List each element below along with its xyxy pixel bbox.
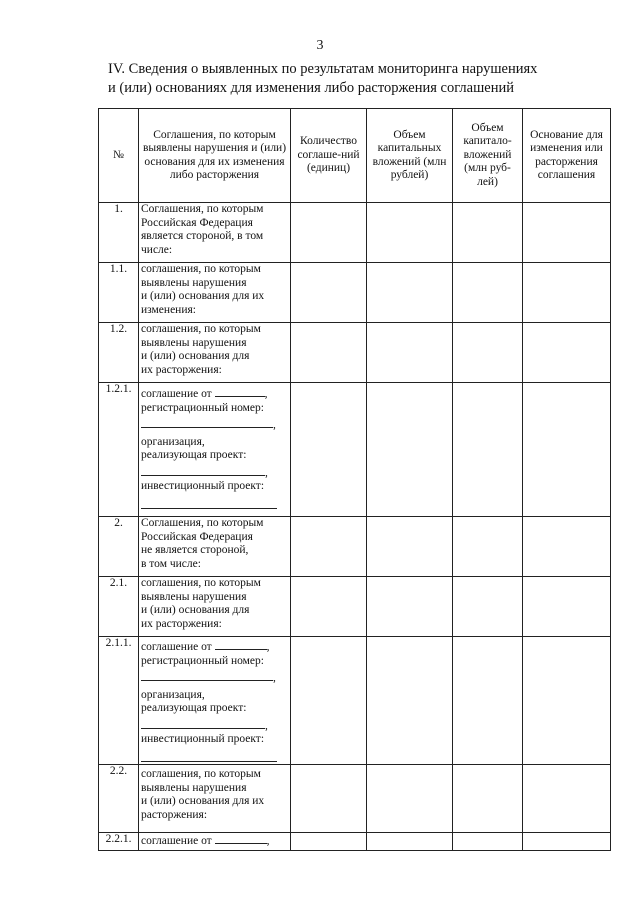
cell-capital[interactable] (367, 765, 453, 833)
cell-basis[interactable] (523, 517, 611, 577)
header-number: № (99, 109, 139, 203)
invest-project-field[interactable] (141, 498, 277, 509)
cell-basis[interactable] (523, 577, 611, 637)
table-row (99, 383, 611, 517)
row-text-line: соглашения, по которым (141, 263, 261, 275)
cell-capital-alt[interactable] (453, 765, 523, 833)
cell-count[interactable] (291, 765, 367, 833)
cell-capital-alt[interactable] (453, 383, 523, 517)
row-text-line: выявлены нарушения (141, 336, 247, 349)
row-number: 2.2. (99, 765, 139, 833)
table-header-row (99, 109, 611, 203)
row-text-line: расторжения: (141, 808, 208, 821)
reg-number-field[interactable] (141, 670, 273, 681)
cell-capital[interactable] (367, 263, 453, 323)
cell-basis[interactable] (523, 203, 611, 263)
cell-capital-alt[interactable] (453, 203, 523, 263)
row-number: 2.2.1. (99, 833, 139, 851)
cell-basis[interactable] (523, 263, 611, 323)
org-label: организация, (141, 688, 205, 701)
agreement-date-field[interactable] (215, 833, 267, 844)
cell-basis[interactable] (523, 323, 611, 383)
cell-count[interactable] (291, 577, 367, 637)
reg-number-label: регистрационный номер: (141, 401, 264, 414)
row-text-line: их расторжения: (141, 617, 222, 630)
reg-number-field[interactable] (141, 417, 273, 428)
row-text-line: числе: (141, 243, 173, 256)
table-row (99, 833, 611, 851)
table-row (99, 765, 611, 833)
row-number: 1. (99, 203, 139, 263)
row-text-line: их расторжения: (141, 363, 222, 376)
org-field[interactable] (141, 465, 265, 476)
row-text-line: и (или) основания для (141, 350, 250, 362)
cell-capital-alt[interactable] (453, 323, 523, 383)
org-label-2: реализующая проект: (141, 702, 247, 714)
invest-project-label: инвестиционный проект: (141, 480, 265, 492)
cell-basis[interactable] (523, 383, 611, 517)
row-description (139, 323, 291, 383)
row-text-line: Российская Федерация (141, 216, 253, 229)
row-text-line: не является стороной, (141, 544, 249, 556)
cell-capital-alt[interactable] (453, 517, 523, 577)
row-text-line: и (или) основания для их (141, 795, 265, 807)
row-number: 1.2. (99, 323, 139, 383)
header-capital-investments-alt: Объем капитало-вложений (млн руб-лей) (453, 109, 523, 203)
table-row (99, 637, 611, 765)
cell-capital[interactable] (367, 637, 453, 765)
org-label: организация, (141, 435, 205, 448)
cell-capital[interactable] (367, 323, 453, 383)
row-number: 1.2.1. (99, 383, 139, 517)
invest-project-label: инвестиционный проект: (141, 733, 265, 745)
cell-basis[interactable] (523, 765, 611, 833)
row-number: 2.1.1. (99, 637, 139, 765)
row-text-line: соглашения, по которым (141, 323, 261, 335)
header-agreements: Соглашения, по которым выявлены нарушения и (или) основания для их изменения либо расторжения (139, 109, 291, 203)
cell-capital-alt[interactable] (453, 637, 523, 765)
cell-count[interactable] (291, 203, 367, 263)
section-title-line-2: и (или) основаниях для изменения либо расторжения соглашений (108, 80, 514, 96)
cell-capital[interactable] (367, 203, 453, 263)
row-text-line: и (или) основания для (141, 604, 250, 616)
header-capital-investments: Объем капитальных вложений (млн рублей) (367, 109, 453, 203)
cell-capital-alt[interactable] (453, 263, 523, 323)
header-basis: Основание для изменения или расторжения соглашения (523, 109, 611, 203)
header-count: Количество соглаше-ний (единиц) (291, 109, 367, 203)
row-text-line: Соглашения, по которым (141, 517, 264, 529)
cell-basis[interactable] (523, 637, 611, 765)
cell-count[interactable] (291, 323, 367, 383)
cell-count[interactable] (291, 263, 367, 323)
agreement-from-label: соглашение от (141, 641, 212, 653)
cell-capital[interactable] (367, 833, 453, 851)
table-row (99, 577, 611, 637)
cell-capital[interactable] (367, 383, 453, 517)
cell-count[interactable] (291, 833, 367, 851)
row-description (139, 263, 291, 323)
row-description (139, 765, 291, 833)
org-label-2: реализующая проект: (141, 449, 247, 461)
cell-capital[interactable] (367, 577, 453, 637)
row-text-line: Российская Федерация (141, 530, 253, 543)
section-title (108, 60, 588, 98)
reg-number-label: регистрационный номер: (141, 654, 264, 667)
table-row (99, 323, 611, 383)
section-title-line-1: IV. Сведения о выявленных по результатам мониторинга нарушениях (108, 61, 538, 77)
cell-capital-alt[interactable] (453, 577, 523, 637)
cell-capital-alt[interactable] (453, 833, 523, 851)
row-text-line: Соглашения, по которым (141, 203, 264, 215)
row-text-line: и (или) основания для их (141, 290, 265, 302)
row-text-line: выявлены нарушения (141, 590, 247, 603)
agreement-date-field[interactable] (215, 386, 265, 397)
violations-table (98, 108, 611, 851)
row-text-line: является стороной, в том (141, 230, 264, 242)
cell-capital[interactable] (367, 517, 453, 577)
row-text-line: соглашения, по которым (141, 577, 261, 589)
org-field[interactable] (141, 718, 265, 729)
row-number: 2.1. (99, 577, 139, 637)
agreement-date-field[interactable] (215, 639, 267, 650)
row-number: 1.1. (99, 263, 139, 323)
row-text-line: в том числе: (141, 557, 201, 570)
agreement-from-label: соглашение от (141, 388, 212, 400)
cell-count[interactable] (291, 383, 367, 517)
row-description (139, 203, 291, 263)
row-text-line: соглашения, по которым (141, 768, 261, 780)
page-number: 3 (316, 38, 324, 53)
agreement-from-label: соглашение от (141, 835, 212, 847)
cell-basis[interactable] (523, 833, 611, 851)
agreement-form: соглашение от , (139, 833, 291, 851)
row-text-line: выявлены нарушения (141, 781, 247, 794)
cell-count[interactable] (291, 517, 367, 577)
row-description (139, 577, 291, 637)
table-row (99, 203, 611, 263)
invest-project-field[interactable] (141, 751, 277, 762)
agreement-form: соглашение от , регистрационный номер: , организация, реализующая проект: , инвестиционный проект: (139, 383, 291, 517)
agreement-form: соглашение от , регистрационный номер: , организация, реализующая проект: , инвестиционный проект: (139, 637, 291, 765)
row-number: 2. (99, 517, 139, 577)
cell-count[interactable] (291, 637, 367, 765)
row-description (139, 517, 291, 577)
table-row (99, 263, 611, 323)
row-text-line: изменения: (141, 303, 196, 316)
table-row (99, 517, 611, 577)
row-text-line: выявлены нарушения (141, 276, 247, 289)
